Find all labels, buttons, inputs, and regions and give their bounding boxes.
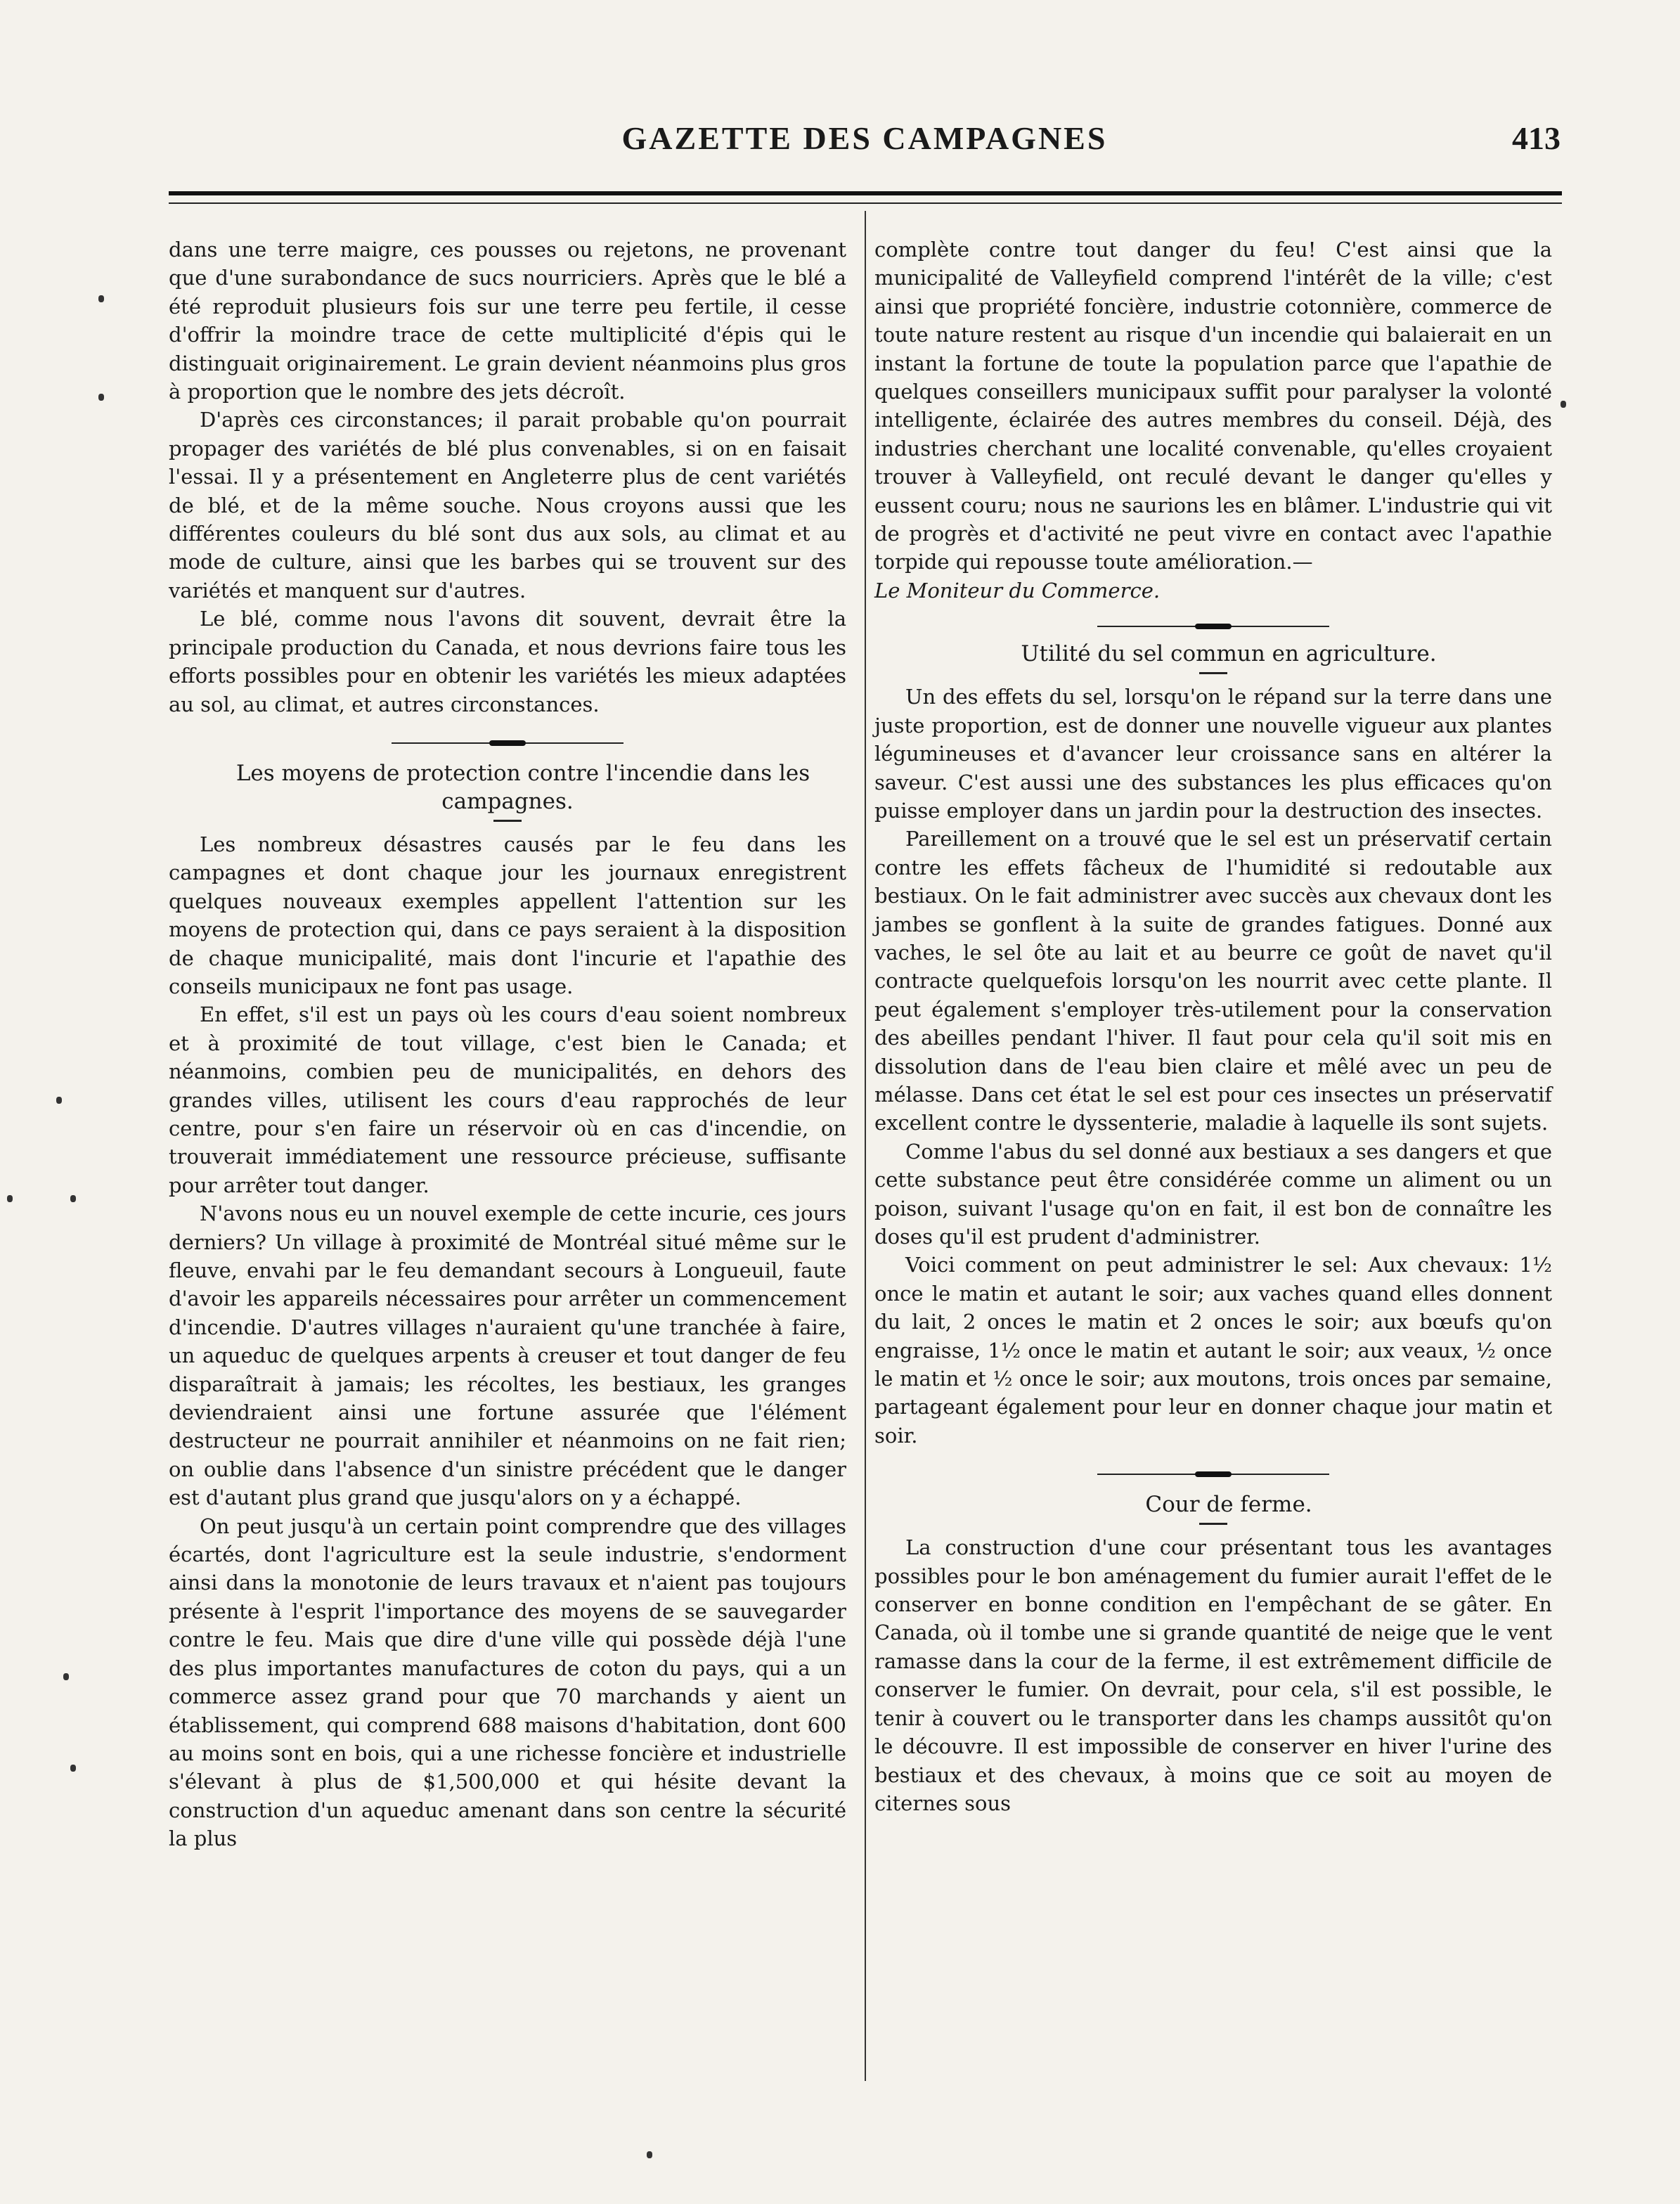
ink-speck	[98, 394, 104, 401]
right-column	[874, 236, 1552, 1817]
paragraph: Les nombreux désastres causés par le feu dans les campagnes et dont chaque jour les journaux enregistrent quelques nouveaux exemples appellent l'attention sur les moyens de protection qui, dans ce pays seraient à la disposition de chaque municipalité, mais dont l'incurie et l'apathie des conseils municipaux ne font pas usage.	[169, 832, 846, 998]
paragraph: La construction d'une cour présentant tous les avantages possibles pour le bon aménagement du fumier aurait l'effet de le conserver en bonne condition en l'empêchant de se gâter. En Canada, où il tombe une si grande quantité de neige que le vent ramasse dans la cour de la ferme, il est extrêmement difficile de conserver le fumier. On devrait, pour cela, s'il est possible, le tenir à couvert ou le transporter dans les champs aussitôt qu'on le découvre. Il est impossible de conserver en hiver l'urine des bestiaux et des chevaux, à moins que ce soit au moyen de citernes sous	[874, 1535, 1552, 1815]
page-number: 413	[1512, 120, 1561, 156]
column-divider	[865, 211, 866, 2081]
ink-speck	[70, 1195, 76, 1202]
paragraph: N'avons nous eu un nouvel exemple de cette incurie, ces jours derniers? Un village à proximité de Montréal situé même sur le fleuve, envahi par le feu demandant secours à Longueuil, faute d'avoir les appareils nécessaires pour arrêter un commencement d'incendie. D'autres villages n'auraient qu'une tranchée à faire, un aqueduc de quelques arpents à creuser et tout danger de feu disparaîtrait à jamais; les récoltes, les bestiaux, les granges deviendraient ainsi une fortune assurée que l'élément destructeur ne pourrait annihiler et néanmoins on ne fait rien; on oublie dans l'absence d'un sinistre précédent que le danger est d'autant plus grand que jusqu'alors on y a échappé.	[169, 1201, 846, 1510]
header-rule-thin	[169, 202, 1562, 204]
section-ornament	[1097, 623, 1329, 630]
section-ornament	[392, 740, 623, 747]
ink-speck	[70, 1765, 76, 1772]
title-dash	[493, 820, 522, 822]
paragraph: Pareillement on a trouvé que le sel est un préservatif certain contre les effets fâcheux de l'humidité si redoutable aux bestiaux. On le fait administrer avec succès aux chevaux dont les jambes se gonflent à la suite de grandes fatigues. Donné aux vaches, le sel ôte au lait et au beurre ce goût de navet qu'il contracte quelquefois lorsqu'on les nourrit avec cette plante. Il peut également s'employer très-utilement pour la conservation des abeilles pendant l'hiver. Il faut pour cela qu'il soit mis en dissolution dans de l'eau bien claire et mêlé avec un peu de mélasse. Dans cet état le sel est pour ces insectes un préservatif excellent contre le dyssenterie, maladie à laquelle ils sont sujets.	[874, 827, 1552, 1135]
ink-speck	[647, 2151, 652, 2158]
paragraph: complète contre tout danger du feu! C'est ainsi que la municipalité de Valleyfield comprend l'intérêt de la ville; c'est ainsi que propriété foncière, industrie cotonnière, commerce de toute nature restent au risque d'un incendie qui balaierait en un instant la fortune de toute la population parce que l'apathie de quelques conseillers municipaux suffit pour paralyser la volonté intelligente, éclairée des autres membres du conseil. Déjà, des industries cherchant une localité convenable, qu'elles croyaient trouver à Valleyfield, ont reculé devant le danger qu'elles y eussent couru; nous ne saurions les en blâmer. L'industrie qui vit de progrès et d'activité ne peut vivre en contact avec l'apathie torpide qui repousse toute amélioration.—	[874, 238, 1552, 574]
paragraph: dans une terre maigre, ces pousses ou rejetons, ne provenant que d'une surabondance de sucs nourriciers. Après que le blé a été reproduit plusieurs fois sur une terre peu fertile, il cesse d'offrir la moindre trace de cette multiplicité d'épis qui le distinguait originairement. Le grain devient néanmoins plus gros à proportion que le nombre des jets décroît.	[169, 238, 846, 404]
paragraph: En effet, s'il est un pays où les cours d'eau soient nombreux et à proximité de tout village, c'est bien le Canada; et néanmoins, combien peu de municipalités, en dehors des grandes villes, utilisent les cours d'eau rapprochés de leur centre, pour s'en faire un réservoir où en cas d'incendie, on trouverait immédiatement une ressource précieuse, suffisante pour arrêter tout danger.	[169, 1003, 846, 1197]
ink-speck	[7, 1195, 13, 1202]
ink-speck	[63, 1673, 69, 1680]
left-column	[169, 236, 846, 1853]
section-title: Les moyens de protection contre l'incendie dans les campagnes.	[235, 760, 810, 814]
section-ornament	[1097, 1471, 1329, 1478]
ink-speck	[98, 295, 104, 302]
page-header	[169, 120, 1561, 169]
paragraph: Voici comment on peut administrer le sel: Aux chevaux: 1½ once le matin et autant le soir; aux vaches quand elles donnent du lait, 2 onces le matin et 2 onces le soir; aux bœufs qu'on engraisse, 1½ once le matin et autant le soir; aux veaux, ½ once le matin et ½ once le soir; aux moutons, trois onces par semaine, partageant également pour leur en donner chaque jour matin et soir.	[874, 1253, 1552, 1448]
title-dash	[1199, 672, 1227, 674]
title-dash	[1199, 1523, 1227, 1525]
paragraph: Le blé, comme nous l'avons dit souvent, devrait être la principale production du Canada, et nous devrions faire tous les efforts possibles pour en obtenir les variétés les mieux adaptées au sol, au climat, et autres circonstances.	[169, 607, 846, 716]
ink-speck	[1561, 401, 1566, 408]
paragraph: Un des effets du sel, lorsqu'on le répand sur la terre dans une juste proportion, est de donner une nouvelle vigueur aux plantes légumineuses et d'avancer leur croissance sans en altérer la saveur. C'est aussi une des substances les plus efficaces qu'on puisse employer dans un jardin pour la destruction des insectes.	[874, 685, 1552, 823]
header-rule-thick	[169, 191, 1562, 195]
paragraph: Comme l'abus du sel donné aux bestiaux a ses dangers et que cette substance peut être considérée comme un aliment ou un poison, suivant l'usage qu'on en fait, il est bon de connaître les doses qu'il est prudent d'administrer.	[874, 1139, 1552, 1249]
section-title: Utilité du sel commun en agriculture.	[1021, 641, 1437, 667]
section-title: Cour de ferme.	[1145, 1492, 1312, 1518]
source-attribution: Le Moniteur du Commerce.	[874, 578, 1161, 602]
running-title: GAZETTE DES CAMPAGNES	[621, 120, 1108, 156]
ink-speck	[56, 1097, 62, 1104]
paragraph: On peut jusqu'à un certain point comprendre que des villages écartés, dont l'agriculture est la seule industrie, s'endorment ainsi dans la monotonie de leurs travaux et n'aient pas toujours présente à l'esprit l'importance des moyens de se sauvegarder contre le feu. Mais que dire d'une ville qui possède déjà l'une des plus importantes manufactures de coton du pays, qui a un commerce assez grand pour que 70 marchands y aient un établissement, qui comprend 688 maisons d'habitation, dont 600 au moins sont en bois, qui a une richesse foncière et industrielle s'élevant à plus de $1,500,000 et qui hésite devant la construction d'un aqueduc amenant dans son centre la sécurité la plus	[169, 1514, 846, 1851]
paragraph: D'après ces circonstances; il parait probable qu'on pourrait propager des variétés de blé plus convenables, si on en faisait l'essai. Il y a présentement en Angleterre plus de cent variétés de blé, et de la même souche. Nous croyons aussi que les différentes couleurs du blé sont dus aux sols, au climat et au mode de culture, ainsi que les barbes qui se trouvent sur des variétés et manquent sur d'autres.	[169, 408, 846, 602]
